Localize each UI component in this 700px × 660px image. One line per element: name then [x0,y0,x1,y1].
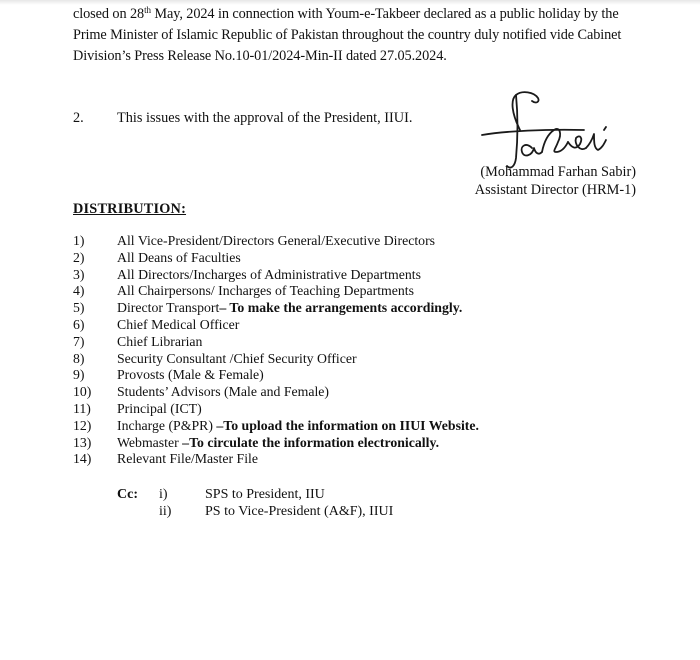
item-text: Security Consultant /Chief Security Officer [117,350,357,366]
distribution-heading: DISTRIBUTION: [73,201,187,217]
cc-item-number: i) [159,487,168,502]
signatory-title: Assistant Director (HRM-1) [474,182,636,198]
item-text: All Deans of Faculties [117,249,241,265]
item-number: 7) [73,333,85,349]
item-note: –To upload the information on IIUI Website. [216,417,479,433]
item-number: 8) [73,350,85,366]
item-note: – To make the arrangements accordingly. [219,300,463,316]
item-number: 12) [73,417,92,433]
item-number: 10) [73,384,92,400]
item-text: Chief Medical Officer [117,316,240,332]
paragraph-1-text: closed on 28 [73,6,145,22]
item-number: 1) [73,233,85,248]
item-text: All Directors/Incharges of Administrative Departments [117,266,421,282]
item-number: 11) [73,400,91,416]
item-text: All Vice-President/Directors General/Executive Directors [117,233,436,248]
paragraph-1-line-1 [73,4,633,25]
signatory-block [440,163,636,199]
paragraph-2-text: This issues with the approval of the President, IIUI. [117,110,413,126]
item-number: 14) [73,451,92,467]
item-text: Director Transport [117,300,220,316]
item-text: Webmaster [117,434,183,450]
item-text: Principal (ICT) [117,400,202,416]
paragraph-1-line-3: Division’s Press Release No.10-01/2024-Min-II dated 27.05.2024. [73,48,447,64]
cc-item-text: PS to Vice-President (A&F), IIUI [205,504,394,519]
cc-label: Cc: [117,487,138,502]
item-number: 5) [73,300,85,316]
ordinal-suffix: th [144,5,151,15]
item-text: Incharge (P&PR) [117,417,217,433]
handwritten-signature [476,86,626,174]
item-text: Students’ Advisors (Male and Female) [117,384,330,400]
item-text: Provosts (Male & Female) [117,367,264,383]
item-text: Relevant File/Master File [117,451,259,467]
paragraph-1-text-cont: May, 2024 in connection with Youm-e-Takbeer declared as a public holiday by the [150,6,619,22]
signatory-name: (Mohammad Farhan Sabir) [480,164,636,180]
item-note: –To circulate the information electronically. [182,434,440,450]
item-number: 4) [73,283,85,299]
item-number: 2) [73,249,85,265]
item-text: All Chairpersons/ Incharges of Teaching Departments [117,283,414,299]
item-number: 9) [73,367,85,383]
cc-item-text: SPS to President, IIU [205,487,325,502]
cc-item-number: ii) [159,504,172,519]
paragraph-1-line-2: Prime Minister of Islamic Republic of Pakistan throughout the country duly notified vide Cabinet [73,27,622,43]
item-text: Chief Librarian [117,333,203,349]
item-number: 3) [73,266,85,282]
paragraph-2-number: 2. [73,110,84,126]
item-number: 13) [73,434,92,450]
item-number: 6) [73,316,85,332]
paragraph-1 [73,4,633,67]
